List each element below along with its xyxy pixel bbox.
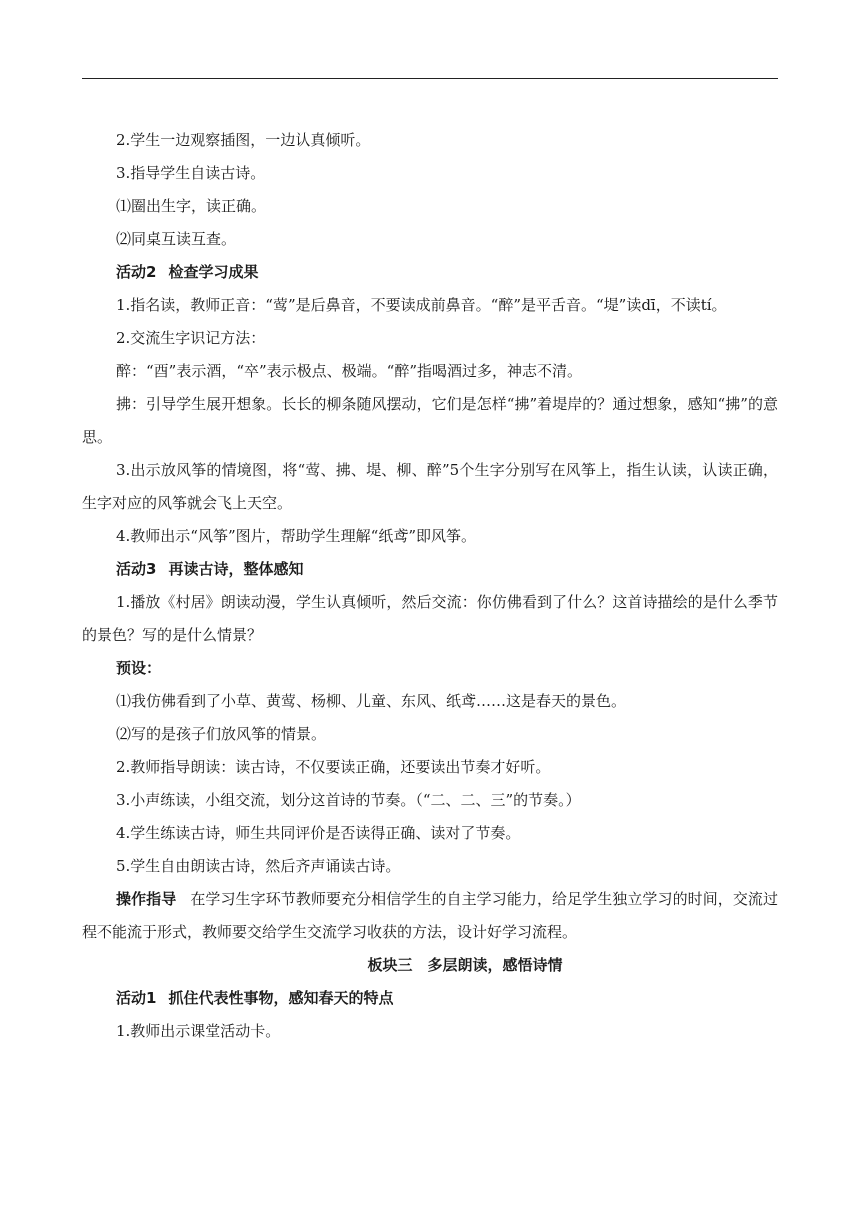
activity-heading-2	[82, 256, 778, 289]
paragraph: 3.小声练读，小组交流，划分这首诗的节奏。（“二、二、三”的节奏。）	[116, 791, 581, 809]
activity-title: 抓住代表性事物，感知春天的特点	[168, 989, 394, 1007]
paragraph: 1.播放《村居》朗读动漫，学生认真倾听，然后交流：你仿佛看到了什么？这首诗描绘的是什么季节的景色？写的是什么情景？	[82, 593, 778, 644]
paragraph: 4.教师出示“风筝”图片，帮助学生理解“纸鸢”即风筝。	[116, 527, 476, 545]
paragraph: ⑴我仿佛看到了小草、黄莺、杨柳、儿童、东风、纸鸢……这是春天的景色。	[116, 692, 627, 710]
header-rule	[82, 78, 778, 79]
activity-label: 活动2	[116, 263, 157, 281]
paragraph: 1.教师出示课堂活动卡。	[116, 1022, 281, 1040]
paragraph: 1.指名读，教师正音：“莺”是后鼻音，不要读成前鼻音。“醉”是平舌音。“堤”读dī，不读tí。	[116, 296, 727, 314]
block-heading: 板块三 多层朗读，感悟诗情	[367, 956, 563, 974]
paragraph: 4.学生练读古诗，师生共同评价是否读得正确、读对了节奏。	[116, 824, 521, 842]
paragraph: ⑵写的是孩子们放风筝的情景。	[116, 725, 327, 743]
paragraph: 3.指导学生自读古诗。	[116, 164, 266, 182]
operation-guide-label: 操作指导	[116, 890, 177, 908]
paragraph: 5.学生自由朗读古诗，然后齐声诵读古诗。	[116, 857, 401, 875]
activity-heading-1	[82, 982, 778, 1015]
preset-heading: 预设：	[116, 659, 162, 677]
operation-guide-text: 在学习生字环节教师要充分相信学生的自主学习能力，给足学生独立学习的时间，交流过程不能流于形式，教师要交给学生交流学习收获的方法，设计好学习流程。	[82, 890, 778, 941]
paragraph: 醉：“酉”表示酒，“卒”表示极点、极端。“醉”指喝酒过多，神志不清。	[116, 362, 583, 380]
paragraph: ⑴圈出生字，读正确。	[116, 197, 267, 215]
activity-label: 活动1	[116, 989, 157, 1007]
paragraph: 拂：引导学生展开想象。长长的柳条随风摆动，它们是怎样“拂”着堤岸的？通过想象，感知“拂”的意思。	[82, 395, 778, 446]
paragraph: 2.交流生字识记方法：	[116, 329, 266, 347]
document-body	[82, 124, 778, 1048]
activity-title: 检查学习成果	[168, 263, 259, 281]
activity-heading-3	[82, 553, 778, 586]
operation-guide	[82, 883, 778, 949]
activity-label: 活动3	[116, 560, 157, 578]
activity-title: 再读古诗，整体感知	[168, 560, 304, 578]
paragraph: 2.教师指导朗读：读古诗，不仅要读正确，还要读出节奏才好听。	[116, 758, 551, 776]
paragraph: 2.学生一边观察插图，一边认真倾听。	[116, 131, 371, 149]
paragraph: ⑵同桌互读互查。	[116, 230, 237, 248]
paragraph: 3.出示放风筝的情境图，将“莺、拂、堤、柳、醉”5个生字分别写在风筝上，指生认读，认读正确，生字对应的风筝就会飞上天空。	[82, 461, 778, 512]
